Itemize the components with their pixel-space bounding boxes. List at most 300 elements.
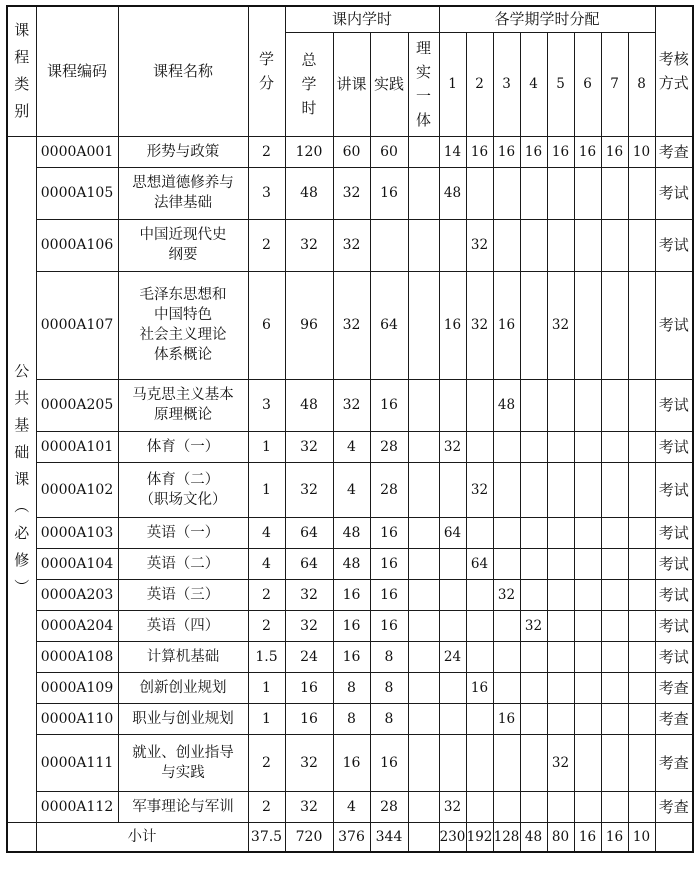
semester-2-hours: 16: [466, 136, 493, 167]
semester-2-hours: [466, 703, 493, 734]
course-lecture-hours: 32: [333, 379, 370, 431]
course-credits: 1: [248, 462, 285, 517]
semester-3-hours: [493, 672, 520, 703]
course-integrated-hours: [408, 136, 439, 167]
course-credits: 1: [248, 672, 285, 703]
course-name-line: 社会主义理论: [139, 327, 227, 343]
semester-1-hours: 24: [439, 641, 466, 672]
subtotal-semester-7: 16: [601, 822, 628, 852]
course-assessment: 考试: [655, 610, 693, 641]
header-credits-char: 学: [258, 50, 274, 69]
semester-1-hours: [439, 219, 466, 271]
course-credits: 1.5: [248, 641, 285, 672]
semester-3-hours: [493, 219, 520, 271]
semester-3-hours: 16: [493, 136, 520, 167]
course-name-line: 马克思主义基本: [132, 387, 234, 403]
semester-2-hours: 32: [466, 271, 493, 379]
semester-6-hours: [574, 517, 601, 548]
subtotal-lecture-hours: 376: [333, 822, 370, 852]
semester-8-hours: [628, 462, 655, 517]
semester-8-hours: [628, 167, 655, 219]
course-integrated-hours: [408, 703, 439, 734]
semester-3-hours: [493, 517, 520, 548]
semester-8-hours: [628, 379, 655, 431]
course-assessment: 考试: [655, 271, 693, 379]
subtotal-label: 小计: [36, 822, 248, 852]
course-credits: 4: [248, 517, 285, 548]
course-lecture-hours: 16: [333, 610, 370, 641]
header-semester-6: 6: [574, 32, 601, 136]
course-credits: 2: [248, 791, 285, 822]
semester-1-hours: 16: [439, 271, 466, 379]
semester-1-hours: [439, 579, 466, 610]
semester-5-hours: [547, 517, 574, 548]
course-name-line: 职业与创业规划: [132, 710, 234, 727]
course-assessment: 考试: [655, 517, 693, 548]
course-assessment: 考查: [655, 703, 693, 734]
semester-3-hours: [493, 548, 520, 579]
header-total-char: 总: [301, 51, 317, 69]
semester-8-hours: [628, 517, 655, 548]
course-total-hours: 16: [285, 703, 333, 734]
semester-8-hours: [628, 734, 655, 791]
course-practice-hours: 28: [370, 462, 408, 517]
course-total-hours: 48: [285, 167, 333, 219]
semester-4-hours: [520, 462, 547, 517]
course-name-line: 中国近现代史: [139, 227, 227, 243]
semester-1-hours: [439, 734, 466, 791]
semester-1-hours: 64: [439, 517, 466, 548]
header-assessment-line: 考核: [658, 50, 689, 69]
semester-2-hours: [466, 579, 493, 610]
header-practice: 实践: [370, 32, 408, 136]
semester-8-hours: [628, 271, 655, 379]
semester-7-hours: [601, 791, 628, 822]
course-name-line: 中国特色: [154, 307, 212, 323]
course-assessment: 考试: [655, 431, 693, 462]
semester-5-hours: [547, 462, 574, 517]
course-name: [118, 431, 248, 462]
subtotal-semester-4: 48: [520, 822, 547, 852]
semester-6-hours: [574, 610, 601, 641]
header-credits: [248, 6, 285, 136]
course-practice-hours: 8: [370, 703, 408, 734]
header-semester-2: 2: [466, 32, 493, 136]
semester-1-hours: [439, 379, 466, 431]
semester-8-hours: [628, 610, 655, 641]
header-semester-distribution: 各学期学时分配: [439, 6, 655, 32]
header-total-char: 学: [301, 75, 317, 93]
semester-5-hours: [547, 672, 574, 703]
course-assessment: 考试: [655, 579, 693, 610]
document-page: [6, 5, 694, 853]
course-credits: 2: [248, 219, 285, 271]
semester-8-hours: [628, 703, 655, 734]
subtotal-semester-3: 128: [493, 822, 520, 852]
header-category-char: 类: [14, 75, 30, 94]
course-lecture-hours: 4: [333, 462, 370, 517]
table-row: [7, 379, 693, 431]
course-code: 0000A108: [36, 641, 118, 672]
semester-6-hours: 16: [574, 136, 601, 167]
course-practice-hours: 16: [370, 379, 408, 431]
header-semester-1: 1: [439, 32, 466, 136]
course-credits: 1: [248, 431, 285, 462]
course-assessment: 考试: [655, 219, 693, 271]
semester-5-hours: 32: [547, 271, 574, 379]
semester-6-hours: [574, 641, 601, 672]
semester-7-hours: [601, 641, 628, 672]
course-practice-hours: 16: [370, 517, 408, 548]
course-code: 0000A107: [36, 271, 118, 379]
subtotal-semester-8: 10: [628, 822, 655, 852]
course-name: [118, 734, 248, 791]
subtotal-total-hours: 720: [285, 822, 333, 852]
header-inclass-hours: 课内学时: [285, 6, 439, 32]
course-lecture-hours: 8: [333, 703, 370, 734]
course-assessment: 考查: [655, 672, 693, 703]
semester-1-hours: 48: [439, 167, 466, 219]
semester-8-hours: [628, 431, 655, 462]
course-credits: 2: [248, 610, 285, 641]
course-lecture-hours: 60: [333, 136, 370, 167]
category-char: 必: [14, 523, 30, 542]
course-integrated-hours: [408, 431, 439, 462]
semester-5-hours: [547, 791, 574, 822]
course-name: [118, 462, 248, 517]
course-integrated-hours: [408, 672, 439, 703]
course-name-line: 原理概论: [154, 407, 212, 423]
category-char: ︶: [14, 577, 30, 596]
subtotal-integrated-hours: [408, 822, 439, 852]
subtotal-practice-hours: 344: [370, 822, 408, 852]
semester-2-hours: 32: [466, 462, 493, 517]
course-lecture-hours: 16: [333, 641, 370, 672]
table-row: [7, 271, 693, 379]
course-integrated-hours: [408, 379, 439, 431]
semester-2-hours: 16: [466, 672, 493, 703]
course-total-hours: 32: [285, 610, 333, 641]
semester-7-hours: [601, 610, 628, 641]
course-practice-hours: 60: [370, 136, 408, 167]
semester-4-hours: [520, 379, 547, 431]
table-row: [7, 641, 693, 672]
course-name-line: 计算机基础: [146, 648, 220, 665]
semester-4-hours: [520, 431, 547, 462]
semester-7-hours: [601, 219, 628, 271]
course-credits: 1: [248, 703, 285, 734]
semester-1-hours: [439, 672, 466, 703]
semester-6-hours: [574, 791, 601, 822]
course-credits: 6: [248, 271, 285, 379]
subtotal-semester-5: 80: [547, 822, 574, 852]
semester-3-hours: [493, 167, 520, 219]
subtotal-row: [7, 822, 693, 852]
subtotal-credits: 37.5: [248, 822, 285, 852]
course-total-hours: 32: [285, 579, 333, 610]
course-lecture-hours: 32: [333, 219, 370, 271]
table-row: [7, 610, 693, 641]
course-credits: 2: [248, 734, 285, 791]
course-name-line: 英语（四）: [146, 617, 220, 634]
semester-7-hours: [601, 734, 628, 791]
table-row: [7, 517, 693, 548]
header-name: 课程名称: [118, 6, 248, 136]
header-integrated-char: 一: [416, 87, 432, 105]
course-integrated-hours: [408, 517, 439, 548]
course-name-line: 军事理论与军训: [132, 798, 234, 815]
course-lecture-hours: 48: [333, 548, 370, 579]
course-practice-hours: 16: [370, 548, 408, 579]
course-practice-hours: 64: [370, 271, 408, 379]
semester-8-hours: [628, 219, 655, 271]
course-code: 0000A203: [36, 579, 118, 610]
course-name: [118, 271, 248, 379]
header-assessment: [655, 6, 693, 136]
course-assessment: 考查: [655, 136, 693, 167]
course-code: 0000A106: [36, 219, 118, 271]
course-code: 0000A109: [36, 672, 118, 703]
header-semester-4: 4: [520, 32, 547, 136]
course-name: [118, 548, 248, 579]
semester-6-hours: [574, 167, 601, 219]
course-integrated-hours: [408, 167, 439, 219]
course-practice-hours: [370, 219, 408, 271]
semester-3-hours: 32: [493, 579, 520, 610]
semester-4-hours: [520, 517, 547, 548]
course-name-line: 思想道德修养与: [132, 175, 234, 191]
semester-4-hours: [520, 672, 547, 703]
course-name: [118, 136, 248, 167]
semester-5-hours: [547, 641, 574, 672]
course-code: 0000A001: [36, 136, 118, 167]
semester-6-hours: [574, 219, 601, 271]
semester-1-hours: 14: [439, 136, 466, 167]
course-name: [118, 791, 248, 822]
table-row: [7, 734, 693, 791]
course-code: 0000A112: [36, 791, 118, 822]
course-practice-hours: 28: [370, 791, 408, 822]
semester-5-hours: [547, 379, 574, 431]
semester-3-hours: [493, 734, 520, 791]
course-code: 0000A111: [36, 734, 118, 791]
header-category-char: 程: [14, 48, 30, 67]
semester-7-hours: [601, 517, 628, 548]
course-assessment: 考试: [655, 641, 693, 672]
course-name-line: 形势与政策: [146, 143, 220, 160]
course-practice-hours: 8: [370, 641, 408, 672]
course-name-line: 英语（二）: [146, 555, 220, 572]
semester-5-hours: [547, 610, 574, 641]
semester-4-hours: [520, 734, 547, 791]
category-char: 修: [14, 550, 30, 569]
course-total-hours: 64: [285, 548, 333, 579]
semester-1-hours: 32: [439, 431, 466, 462]
header-semester-8: 8: [628, 32, 655, 136]
course-name: [118, 610, 248, 641]
semester-3-hours: [493, 791, 520, 822]
semester-1-hours: 32: [439, 791, 466, 822]
semester-7-hours: [601, 167, 628, 219]
course-integrated-hours: [408, 462, 439, 517]
semester-2-hours: [466, 379, 493, 431]
course-name-line: （职场文化）: [139, 491, 227, 508]
semester-5-hours: [547, 167, 574, 219]
semester-5-hours: 16: [547, 136, 574, 167]
course-practice-hours: 16: [370, 610, 408, 641]
semester-1-hours: [439, 548, 466, 579]
course-name-line: 体系概论: [154, 347, 212, 363]
course-name: [118, 579, 248, 610]
course-integrated-hours: [408, 610, 439, 641]
subtotal-category-empty: [7, 822, 36, 852]
course-lecture-hours: 32: [333, 271, 370, 379]
course-name-line: 体育（二）: [146, 471, 220, 488]
course-code: 0000A205: [36, 379, 118, 431]
semester-1-hours: [439, 703, 466, 734]
table-row: [7, 431, 693, 462]
semester-4-hours: [520, 641, 547, 672]
semester-2-hours: 32: [466, 219, 493, 271]
semester-2-hours: [466, 167, 493, 219]
semester-8-hours: 10: [628, 136, 655, 167]
course-name-line: 体育（一）: [146, 438, 220, 455]
semester-7-hours: [601, 462, 628, 517]
course-total-hours: 32: [285, 431, 333, 462]
semester-6-hours: [574, 462, 601, 517]
header-row-1: [7, 6, 693, 32]
header-assessment-line: 方式: [658, 74, 689, 93]
semester-2-hours: [466, 431, 493, 462]
course-code: 0000A102: [36, 462, 118, 517]
curriculum-table: [6, 5, 694, 853]
semester-2-hours: [466, 517, 493, 548]
course-lecture-hours: 4: [333, 431, 370, 462]
semester-8-hours: [628, 672, 655, 703]
header-total-hours: [285, 32, 333, 136]
semester-7-hours: [601, 379, 628, 431]
course-total-hours: 120: [285, 136, 333, 167]
course-name: [118, 517, 248, 548]
course-name: [118, 167, 248, 219]
table-row: [7, 548, 693, 579]
course-name: [118, 672, 248, 703]
course-integrated-hours: [408, 791, 439, 822]
course-total-hours: 96: [285, 271, 333, 379]
header-integrated-char: 体: [416, 111, 432, 129]
semester-3-hours: [493, 641, 520, 672]
subtotal-semester-6: 16: [574, 822, 601, 852]
semester-6-hours: [574, 703, 601, 734]
semester-2-hours: [466, 610, 493, 641]
course-practice-hours: 8: [370, 672, 408, 703]
semester-5-hours: [547, 703, 574, 734]
table-row: [7, 219, 693, 271]
semester-4-hours: [520, 219, 547, 271]
course-code: 0000A101: [36, 431, 118, 462]
semester-5-hours: [547, 579, 574, 610]
course-assessment: 考试: [655, 548, 693, 579]
semester-5-hours: 32: [547, 734, 574, 791]
semester-3-hours: 16: [493, 271, 520, 379]
course-name-line: 英语（一）: [146, 524, 220, 541]
course-credits: 3: [248, 379, 285, 431]
semester-7-hours: [601, 271, 628, 379]
course-lecture-hours: 16: [333, 734, 370, 791]
course-name-line: 法律基础: [154, 195, 212, 211]
header-lecture: 讲课: [333, 32, 370, 136]
table-row: [7, 791, 693, 822]
header-semester-3: 3: [493, 32, 520, 136]
header-semester-5: 5: [547, 32, 574, 136]
semester-7-hours: 16: [601, 136, 628, 167]
course-practice-hours: 16: [370, 734, 408, 791]
course-assessment: 考查: [655, 791, 693, 822]
header-integrated-char: 理: [416, 39, 432, 57]
table-row: [7, 136, 693, 167]
header-integrated-char: 实: [416, 63, 432, 81]
semester-3-hours: 48: [493, 379, 520, 431]
course-name-line: 英语（三）: [146, 586, 220, 603]
course-name-line: 纲要: [168, 247, 198, 263]
course-code: 0000A204: [36, 610, 118, 641]
semester-7-hours: [601, 672, 628, 703]
semester-4-hours: [520, 579, 547, 610]
semester-6-hours: [574, 548, 601, 579]
course-assessment: 考试: [655, 462, 693, 517]
category-char: 公: [14, 361, 30, 380]
course-total-hours: 32: [285, 791, 333, 822]
course-integrated-hours: [408, 734, 439, 791]
course-total-hours: 32: [285, 734, 333, 791]
semester-7-hours: [601, 579, 628, 610]
semester-3-hours: [493, 431, 520, 462]
course-code: 0000A110: [36, 703, 118, 734]
header-credits-char: 分: [258, 74, 274, 93]
course-lecture-hours: 16: [333, 579, 370, 610]
course-integrated-hours: [408, 641, 439, 672]
semester-2-hours: [466, 791, 493, 822]
category-char: 础: [14, 442, 30, 461]
semester-7-hours: [601, 431, 628, 462]
semester-4-hours: 32: [520, 610, 547, 641]
semester-3-hours: 16: [493, 703, 520, 734]
header-category: [7, 6, 36, 136]
semester-2-hours: [466, 734, 493, 791]
course-integrated-hours: [408, 579, 439, 610]
semester-8-hours: [628, 791, 655, 822]
table-row: [7, 462, 693, 517]
header-category-char: 课: [14, 21, 30, 40]
course-total-hours: 64: [285, 517, 333, 548]
semester-5-hours: [547, 431, 574, 462]
semester-4-hours: 16: [520, 136, 547, 167]
course-credits: 2: [248, 136, 285, 167]
semester-6-hours: [574, 734, 601, 791]
semester-7-hours: [601, 548, 628, 579]
course-code: 0000A104: [36, 548, 118, 579]
course-practice-hours: 16: [370, 579, 408, 610]
category-char: ︵: [14, 496, 30, 515]
table-row: [7, 703, 693, 734]
semester-3-hours: [493, 610, 520, 641]
table-row: [7, 167, 693, 219]
semester-4-hours: [520, 548, 547, 579]
semester-6-hours: [574, 431, 601, 462]
table-row: [7, 579, 693, 610]
course-name-line: 就业、创业指导: [132, 744, 234, 761]
course-credits: 4: [248, 548, 285, 579]
